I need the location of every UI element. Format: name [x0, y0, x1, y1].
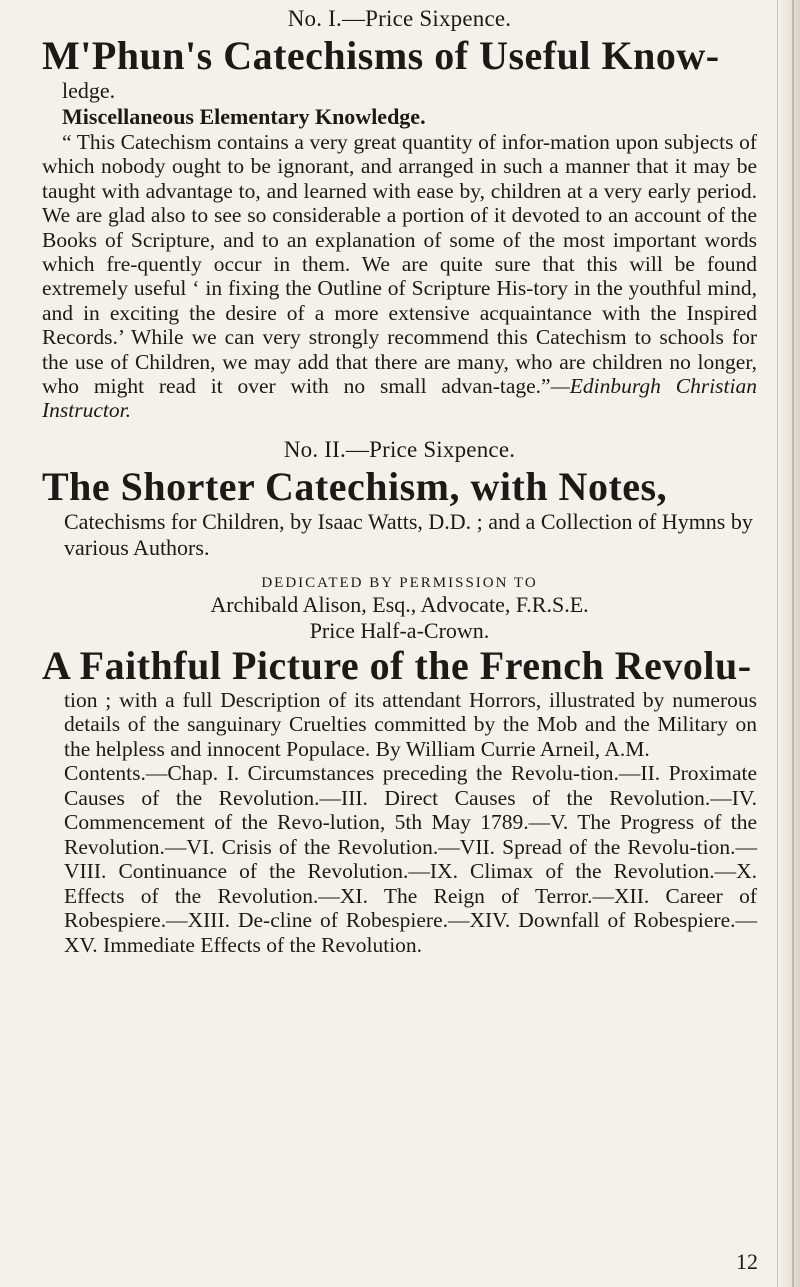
- entry2-title: The Shorter Catechism, with Notes,: [42, 463, 668, 509]
- entry3-dedicatee: Archibald Alison, Esq., Advocate, F.R.S.E.: [210, 591, 589, 617]
- entry3-dedicated: DEDICATED BY PERMISSION TO: [261, 574, 538, 591]
- entry1-title: M'Phun's Catechisms of Useful Know-: [42, 33, 720, 78]
- entry3-contents: Contents.—Chap. I. Circumstances preceding the Revolu-tion.—II. Proximate Causes of the Revolution.—III. Direct Causes of the Revolution.—IV. Commencement of the Revo-lution, 5th May 1789.—V. The Progress of the Revolution.—VI. Crisis of the Revolution.—VII. Spread of the Revolu-tion.—VIII. Continuance of the Revolution.—IX. Climax of the Revolution.—X. Effects of the Revolution.—XI. The Reign of Terror.—XII. Career of Robespiere.—XIII. De-cline of Robespiere.—XIV. Downfall of Robespiere.—XV. Immediate Effects of the Revolution.: [64, 761, 757, 957]
- page-edge: [777, 0, 800, 1287]
- entry2-subtitle: Catechisms for Children, by Isaac Watts, D.D. ; and a Collection of Hymns by various Authors.: [64, 508, 753, 560]
- entry1-review-text: “ This Catechism contains a very great quantity of infor-mation upon subjects of which nobody ought to be ignorant, and arranged in such a manner that it may be taught with advantage to, and learned with ease by, children at a very early period. We are glad also to see so considerable a portion of it devoted to an account of the Books of Scripture, and to an explanation of some of the most important words which fre-quently occur in them. We are quite sure that this will be found extremely useful ‘ in fixing the Outline of Scripture His-tory in the youthful mind, and in exciting the desire of a more extensive acquaintance with the Inspired Records.’ While we can very strongly recommend this Catechism to schools for the use of Children, we may add that there are many, who are children no longer, who might read it over with no small advan-tage.”: [42, 130, 757, 399]
- entry1-review: [42, 130, 757, 423]
- entry3-description: tion ; with a full Description of its attendant Horrors, illustrated by numerous details of the sanguinary Cruelties committed by the Mob and the Military on the helpless and innocent Populace. By William Currie Arneil, A.M.: [64, 687, 757, 761]
- entry1-subtitle: Miscellaneous Elementary Knowledge.: [62, 104, 426, 129]
- page-crease: [792, 0, 794, 1287]
- entry1-source: —Edinburgh Christian Instructor.: [42, 374, 757, 423]
- entry2-number: No. II.—Price Sixpence.: [283, 436, 516, 462]
- advertisement-page: [42, 6, 757, 957]
- page-number: 12: [736, 1249, 758, 1274]
- entry3-price: Price Half-a-Crown.: [309, 617, 490, 643]
- entry1-title-cont: ledge.: [62, 78, 116, 103]
- entry1-number: No. I.—Price Sixpence.: [287, 6, 512, 31]
- entry3-title: A Faithful Picture of the French Revolu-: [42, 642, 752, 688]
